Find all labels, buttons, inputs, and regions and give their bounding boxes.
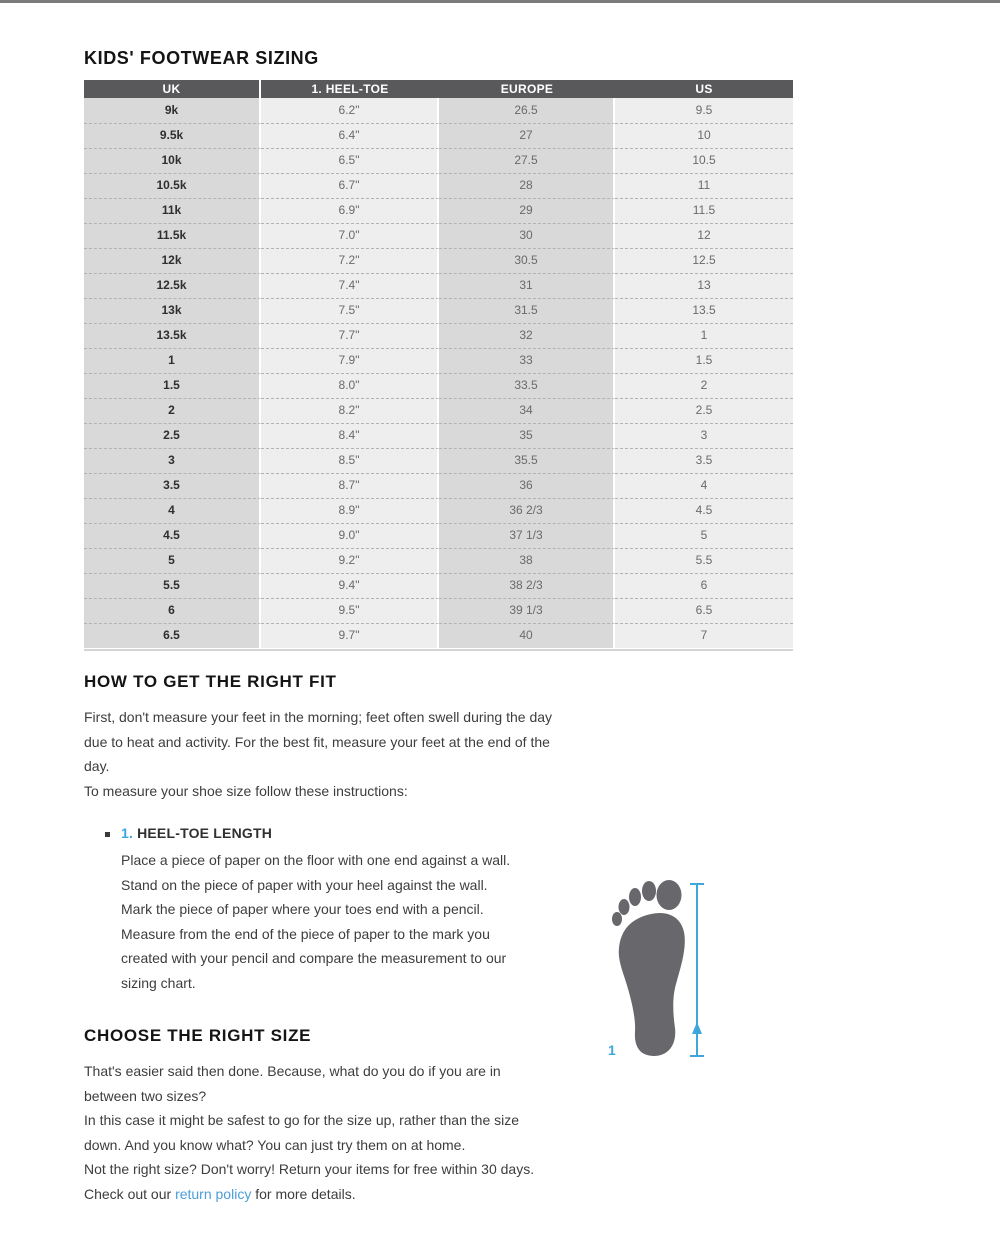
table-cell: 37 1/3 <box>439 523 615 548</box>
table-cell: 13.5 <box>615 298 793 323</box>
step-number: 1. <box>121 825 134 841</box>
table-cell: 8.9" <box>261 498 439 523</box>
fit-paragraph-1: First, don't measure your feet in the morning; feet often swell during the day due to heat and activity. For the best fit, measure your feet at the end of the day. <box>84 709 553 774</box>
how-to-fit-section <box>84 672 554 995</box>
table-cell: 30.5 <box>439 248 615 273</box>
table-cell: 38 <box>439 548 615 573</box>
foot-icon <box>597 876 717 1066</box>
return-policy-link[interactable]: return policy <box>175 1185 252 1202</box>
table-cell: 7.0" <box>261 223 439 248</box>
size-heading: CHOOSE THE RIGHT SIZE <box>84 1026 312 1045</box>
table-cell: 5.5 <box>615 548 793 573</box>
table-cell: 2 <box>615 373 793 398</box>
table-cell: 6.5 <box>84 623 261 648</box>
table-cell: 36 2/3 <box>439 498 615 523</box>
table-cell: 9.4" <box>261 573 439 598</box>
table-cell: 35.5 <box>439 448 615 473</box>
table-cell: 6.7" <box>261 173 439 198</box>
table-cell: 32 <box>439 323 615 348</box>
table-cell: 30 <box>439 223 615 248</box>
step-title <box>121 825 521 841</box>
table-cell: 10.5k <box>84 173 261 198</box>
table-cell: 1 <box>84 348 261 373</box>
table-cell: 12k <box>84 248 261 273</box>
table-cell: 5.5 <box>84 573 261 598</box>
table-cell: 8.0" <box>261 373 439 398</box>
bullet-square-icon <box>105 832 110 837</box>
table-cell: 33.5 <box>439 373 615 398</box>
table-cell: 27 <box>439 123 615 148</box>
table-cell: 9.5" <box>261 598 439 623</box>
table-cell: 1.5 <box>615 348 793 373</box>
table-cell: 8.5" <box>261 448 439 473</box>
table-cell: 1 <box>615 323 793 348</box>
measurement-line-icon <box>690 884 704 1056</box>
table-cell: 2.5 <box>615 398 793 423</box>
heel-toe-step <box>84 825 554 995</box>
table-cell: 28 <box>439 173 615 198</box>
table-cell: 6.2" <box>261 98 439 123</box>
table-cell: 8.4" <box>261 423 439 448</box>
table-cell: 7.9" <box>261 348 439 373</box>
step-description: Place a piece of paper on the floor with one end against a wall. Stand on the piece of paper with your heel against the wall. Mark the piece of paper where your toes end with a pencil. Measure from the end of the piece of paper to the mark you created with your pencil and compare the measurement to our sizing chart. <box>121 852 511 991</box>
table-cell: 12.5k <box>84 273 261 298</box>
table-cell: 6.5 <box>615 598 793 623</box>
fit-paragraph-2: To measure your shoe size follow these instructions: <box>84 782 408 799</box>
table-cell: 10.5 <box>615 148 793 173</box>
table-cell: 9.2" <box>261 548 439 573</box>
table-cell: 1.5 <box>84 373 261 398</box>
table-cell: 4.5 <box>615 498 793 523</box>
table-cell: 7 <box>615 623 793 648</box>
fit-heading: HOW TO GET THE RIGHT FIT <box>84 672 337 691</box>
table-cell: 29 <box>439 198 615 223</box>
table-cell: 39 1/3 <box>439 598 615 623</box>
table-cell: 11.5k <box>84 223 261 248</box>
table-header-cell: US <box>615 80 793 98</box>
table-cell: 6 <box>615 573 793 598</box>
table-cell: 31.5 <box>439 298 615 323</box>
table-cell: 40 <box>439 623 615 648</box>
table-cell: 8.2" <box>261 398 439 423</box>
table-cell: 12.5 <box>615 248 793 273</box>
table-cell: 4.5 <box>84 523 261 548</box>
table-cell: 6 <box>84 598 261 623</box>
table-cell: 11.5 <box>615 198 793 223</box>
sizing-table-grid <box>84 80 793 648</box>
size-paragraph-1: That's easier said then done. Because, what do you do if you are in between two sizes? <box>84 1063 501 1104</box>
table-cell: 11 <box>615 173 793 198</box>
table-header-cell: UK <box>84 80 261 98</box>
table-cell: 13k <box>84 298 261 323</box>
table-cell: 7.4" <box>261 273 439 298</box>
table-cell: 2 <box>84 398 261 423</box>
page-title: KIDS' FOOTWEAR SIZING <box>84 48 319 68</box>
table-cell: 26.5 <box>439 98 615 123</box>
table-cell: 36 <box>439 473 615 498</box>
table-cell: 3.5 <box>615 448 793 473</box>
table-header-cell: 1. HEEL-TOE <box>261 80 439 98</box>
table-header-cell: EUROPE <box>439 80 615 98</box>
table-cell: 4 <box>84 498 261 523</box>
table-cell: 7.2" <box>261 248 439 273</box>
table-cell: 7.7" <box>261 323 439 348</box>
table-cell: 4 <box>615 473 793 498</box>
size-paragraph-3 <box>84 1157 554 1206</box>
table-cell: 11k <box>84 198 261 223</box>
table-cell: 9k <box>84 98 261 123</box>
table-cell: 5 <box>84 548 261 573</box>
table-cell: 3 <box>615 423 793 448</box>
table-cell: 3 <box>84 448 261 473</box>
table-cell: 13.5k <box>84 323 261 348</box>
size-paragraph-3-before: Not the right size? Don't worry! Return your items for free within 30 days. Check out our <box>84 1161 535 1202</box>
table-cell: 9.7" <box>261 623 439 648</box>
table-cell: 3.5 <box>84 473 261 498</box>
table-cell: 10k <box>84 148 261 173</box>
table-cell: 13 <box>615 273 793 298</box>
size-paragraph-2: In this case it might be safest to go for the size up, rather than the size down. And you know what? You can just try them on at home. <box>84 1112 520 1153</box>
table-cell: 34 <box>439 398 615 423</box>
table-cell: 27.5 <box>439 148 615 173</box>
table-cell: 7.5" <box>261 298 439 323</box>
table-cell: 31 <box>439 273 615 298</box>
size-paragraph-3-after: for more details. <box>251 1185 356 1202</box>
table-cell: 9.5 <box>615 98 793 123</box>
table-cell: 10 <box>615 123 793 148</box>
table-cell: 8.7" <box>261 473 439 498</box>
table-bottom-rule <box>84 649 793 651</box>
table-cell: 9.5k <box>84 123 261 148</box>
table-cell: 35 <box>439 423 615 448</box>
table-cell: 33 <box>439 348 615 373</box>
foot-measurement-diagram <box>597 876 717 1066</box>
table-cell: 5 <box>615 523 793 548</box>
diagram-step-label: 1 <box>608 1042 616 1058</box>
table-cell: 6.5" <box>261 148 439 173</box>
table-cell: 12 <box>615 223 793 248</box>
table-cell: 6.9" <box>261 198 439 223</box>
top-divider <box>0 0 1000 3</box>
choose-size-section <box>84 1026 554 1206</box>
table-cell: 38 2/3 <box>439 573 615 598</box>
step-label: HEEL-TOE LENGTH <box>137 825 273 841</box>
table-cell: 2.5 <box>84 423 261 448</box>
table-cell: 9.0" <box>261 523 439 548</box>
kids-sizing-table <box>84 80 793 651</box>
table-cell: 6.4" <box>261 123 439 148</box>
